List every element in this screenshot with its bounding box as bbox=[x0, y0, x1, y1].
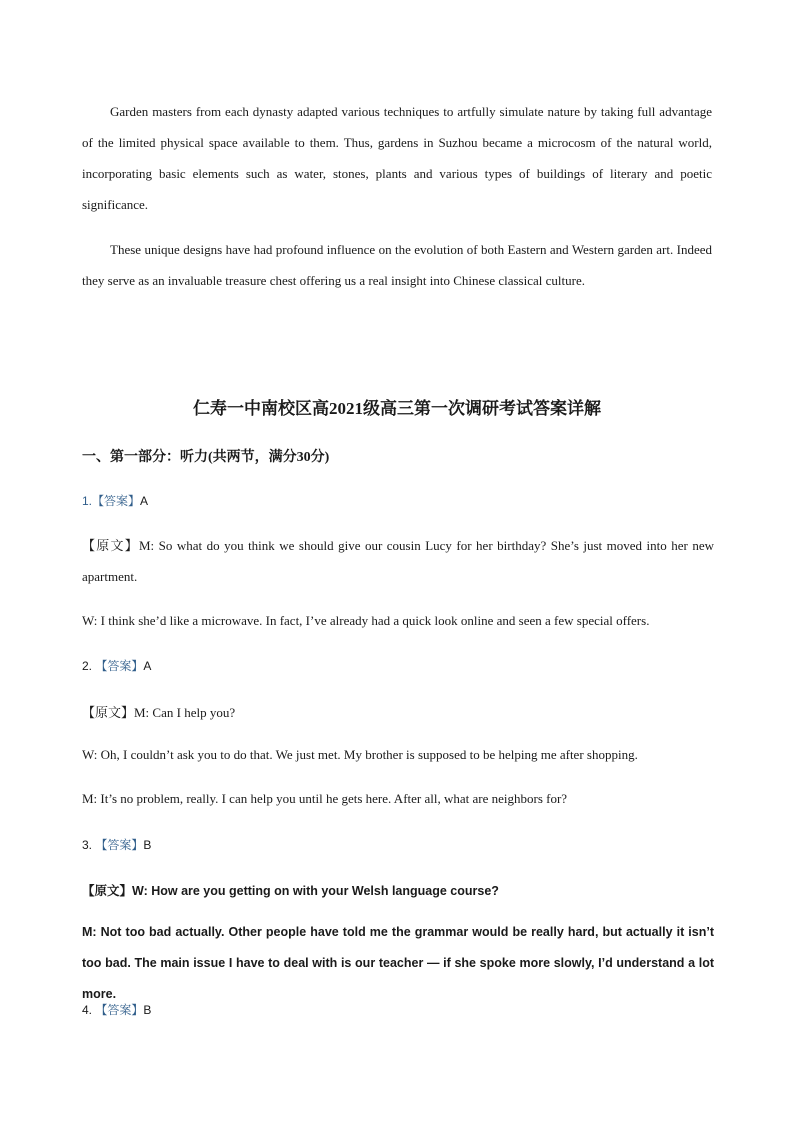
answer-3 bbox=[82, 836, 714, 853]
answer-3-number: 3. bbox=[82, 838, 93, 852]
transcript-1-line-1: 【原文】M: So what do you think we should give our cousin Lucy for her birthday? She’s just moved into her new apartment. bbox=[82, 538, 714, 584]
transcript-3-line-1: 【原文】W: How are you getting on with your Welsh language course? bbox=[82, 884, 499, 898]
transcript-1-line-2: W: I think she’d like a microwave. In fact, I’ve already had a quick look online and seen a few special offers. bbox=[82, 613, 650, 628]
transcript-2-line-3: M: It’s no problem, really. I can help you until he gets here. After all, what are neighbors for? bbox=[82, 791, 568, 806]
passage-paragraph-2: These unique designs have had profound influence on the evolution of both Eastern and Western garden art. Indeed they serve as an invaluable treasure chest offering us a real insight into Chinese classical culture. bbox=[82, 242, 712, 288]
answer-4 bbox=[82, 1001, 714, 1018]
answer-3-label: 【答案】 bbox=[95, 838, 144, 852]
document-title: 仁寿一中南校区高2021级高三第一次调研考试答案详解 bbox=[193, 399, 601, 418]
answer-3-value: B bbox=[143, 838, 152, 852]
passage-paragraph-1: Garden masters from each dynasty adapted various techniques to artfully simulate nature by taking full advantage of the limited physical space available to them. Thus, gardens in Suzhou became a microcosm of the natural world, incorporating basic elements such as water, stones, plants and various types of buildings of literary and poetic significance. bbox=[82, 104, 712, 212]
answer-1-value: A bbox=[140, 494, 149, 508]
answer-2-label: 【答案】 bbox=[95, 659, 144, 673]
answer-2-value: A bbox=[143, 659, 152, 673]
transcript-2-line-2: W: Oh, I couldn’t ask you to do that. We just met. My brother is supposed to be helping me after shopping. bbox=[82, 747, 638, 762]
transcript-3-line-2: M: Not too bad actually. Other people have told me the grammar would be really hard, but actually it isn’t too bad. The main issue I have to deal with is our teacher — if she spoke more slowly, I’d understand a lot more. bbox=[82, 925, 714, 1001]
answer-2 bbox=[82, 657, 714, 674]
transcript-2-line-1: 【原文】M: Can I help you? bbox=[82, 705, 236, 720]
answer-4-number: 4. bbox=[82, 1003, 93, 1017]
answer-4-label: 【答案】 bbox=[95, 1003, 144, 1017]
answer-4-value: B bbox=[143, 1003, 152, 1017]
answer-1-number: 1. bbox=[82, 494, 93, 508]
answer-1 bbox=[82, 492, 714, 509]
section-heading: 一、第一部分：听力(共两节，满分30分) bbox=[82, 450, 330, 465]
answer-2-number: 2. bbox=[82, 659, 93, 673]
answer-1-label: 【答案】 bbox=[92, 494, 141, 508]
